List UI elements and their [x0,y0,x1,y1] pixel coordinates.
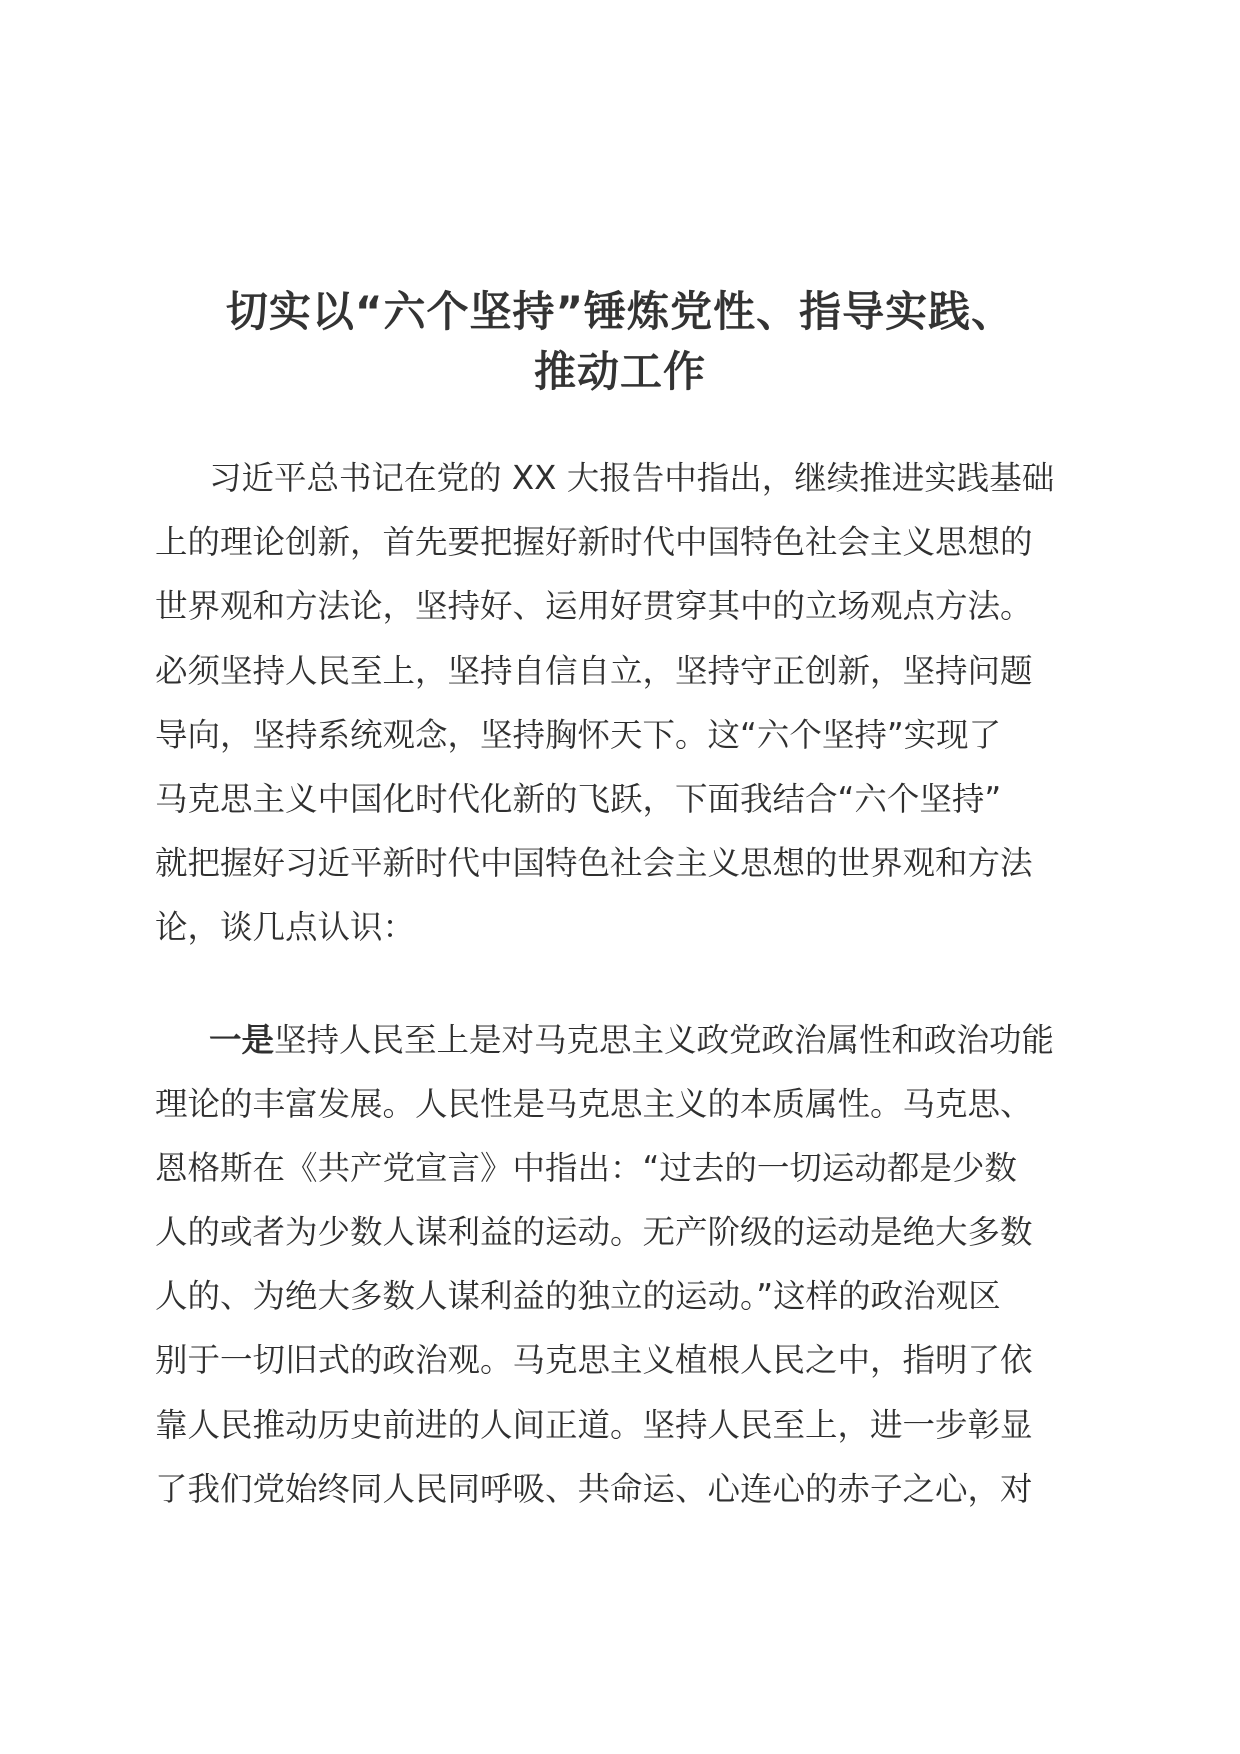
paragraph-line: 马克思主义中国化时代化新的飞跃，下面我结合“六个坚持” [155,779,1002,818]
paragraph-intro [155,446,1090,960]
paragraph-line: 恩格斯在《共产党宣言》中指出：“过去的一切运动都是少数 [155,1148,1017,1187]
paragraph-line: 人的、为绝大多数人谋利益的独立的运动。”这样的政治观区 [155,1277,1001,1316]
paragraph-line: 别于一切旧式的政治观。马克思主义植根人民之中，指明了依 [155,1341,1033,1380]
title-line-2: 推动工作 [533,347,706,396]
paragraph-line: 靠人民推动历史前进的人间正道。坚持人民至上，进一步彰显 [155,1405,1033,1444]
paragraph-point-one [155,1008,1090,1522]
paragraph-spacer [155,960,1090,1008]
paragraph-line [155,1008,1090,1072]
paragraph-line: 导向，坚持系统观念，坚持胸怀天下。这“六个坚持”实现了 [155,715,1002,754]
paragraph-line: 就把握好习近平新时代中国特色社会主义思想的世界观和方法 [155,844,1033,883]
point-first-line: 坚持人民至上是对马克思主义政党政治属性和政治功能 [274,1020,1055,1059]
paragraph-line: 习近平总书记在党的 XX 大报告中指出，继续推进实践基础 [209,459,1055,497]
paragraph-line: 理论的丰富发展。人民性是马克思主义的本质属性。马克思、 [155,1084,1033,1123]
paragraph-line: 上的理论创新，首先要把握好新时代中国特色社会主义思想的 [155,523,1033,562]
document-body [155,446,1090,1521]
paragraph-line: 世界观和方法论，坚持好、运用好贯穿其中的立场观点方法。 [155,587,1033,626]
paragraph-line: 人的或者为少数人谋利益的运动。无产阶级的运动是绝大多数 [155,1213,1033,1252]
title-line-1: 切实以“六个坚持”锤炼党性、指导实践、 [225,287,1015,336]
document-title [150,282,1090,402]
paragraph-line: 了我们党始终同人民同呼吸、共命运、心连心的赤子之心，对 [155,1469,1033,1508]
paragraph-line: 必须坚持人民至上，坚持自信自立，坚持守正创新，坚持问题 [155,651,1033,690]
paragraph-line: 论，谈几点认识： [155,908,416,947]
point-lead: 一是 [209,1020,275,1059]
